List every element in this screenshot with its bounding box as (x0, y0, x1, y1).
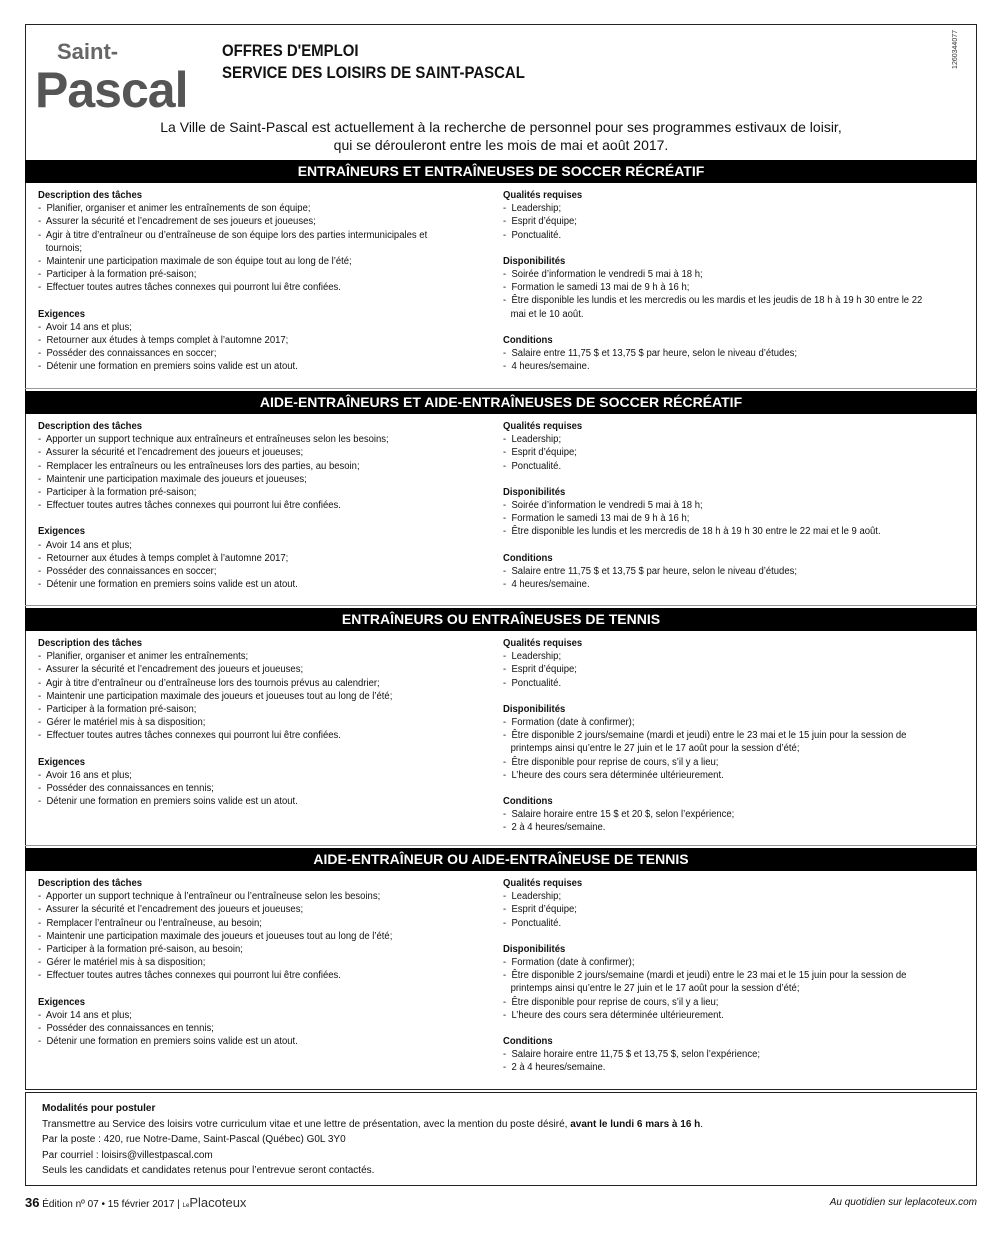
list-item (503, 808, 931, 821)
apply-note: Seuls les candidats et candidates retenus pour l’entrevue seront contactés. (42, 1165, 375, 1176)
list-item-text: Maintenir une participation maximale des joueurs et joueuses tout au long de l’été; (46, 930, 393, 942)
spacer (503, 782, 931, 795)
section-column-right (503, 189, 931, 373)
list-item-text: Esprit d’équipe; (511, 447, 577, 459)
list-item (503, 890, 931, 903)
section-column-left (38, 637, 456, 808)
group-heading: Description des tâches (38, 878, 143, 889)
list-item-text: 2 à 4 heures/semaine. (511, 1062, 606, 1074)
logo-text-top: Saint- (57, 39, 119, 64)
list-item (38, 360, 456, 373)
list-item-text: Agir à titre d’entraîneur ou d’entraîneuse lors des tournois prévus au calendrier; (45, 677, 380, 689)
spacer (503, 321, 931, 334)
list-item-text: Effectuer toutes autres tâches connexes qui pourront lui être confiées. (46, 730, 341, 742)
list-item-text: Effectuer toutes autres tâches connexes qui pourront lui être confiées. (46, 500, 341, 512)
list-item-text: Retourner aux études à temps complet à l’automne 2017; (46, 335, 289, 347)
group-heading: Disponibilités (503, 943, 566, 955)
list-item (503, 565, 931, 578)
group-heading: Conditions (503, 552, 553, 564)
list-item (38, 202, 456, 215)
list-item-text: Posséder des connaissances en tennis; (46, 783, 214, 795)
bullet-dash: - (503, 651, 512, 663)
list-item-text: Apporter un support technique à l’entraîneur ou l’entraîneuse selon les besoins; (45, 891, 381, 903)
list-item-text: Formation le samedi 13 mai de 9 h à 16 h; (511, 513, 690, 525)
list-item (38, 565, 456, 578)
section-divider (25, 605, 977, 606)
application-box (25, 1092, 977, 1186)
group-heading: Conditions (503, 1036, 553, 1048)
list-item (503, 578, 931, 591)
brand-prefix: Le (182, 1203, 190, 1209)
list-item (38, 473, 456, 486)
list-item (38, 281, 456, 294)
list-item (503, 433, 931, 446)
list-item-text: Détenir une formation en premiers soins valide est un atout. (46, 796, 298, 808)
list-item-text: Posséder des connaissances en soccer; (46, 348, 217, 360)
list-item-text: Être disponible pour reprise de cours, s’il y a lieu; (511, 756, 719, 768)
list-item (38, 890, 456, 903)
list-item (503, 294, 931, 320)
bullet-dash: - (38, 930, 47, 942)
spacer (38, 295, 456, 308)
list-item (38, 1009, 456, 1022)
list-item-text: Apporter un support technique aux entraîneurs et entraîneuses selon les besoins; (45, 434, 389, 446)
list-item (38, 795, 456, 808)
apply-deadline: avant le lundi 6 mars à 16 h (570, 1118, 701, 1130)
list-item (503, 202, 931, 215)
apply-line-1 (42, 1117, 703, 1133)
bullet-dash: - (503, 203, 512, 215)
list-item-text: Être disponible 2 jours/semaine (mardi et jeudi) entre le 23 mai et le 15 juin pour la session de printemps ainsi qu’entre le 27 juin et le 17 août pour la session d’été; (510, 730, 910, 755)
group-heading: Exigences (38, 996, 86, 1008)
bullet-dash: - (503, 1049, 512, 1061)
bullet-dash: - (503, 1062, 512, 1074)
bullet-dash: - (503, 579, 512, 591)
list-item (503, 956, 931, 969)
bullet-dash: - (38, 321, 46, 333)
group-heading: Disponibilités (503, 703, 566, 715)
list-item (38, 969, 456, 982)
bullet-dash: - (503, 526, 512, 538)
bullet-dash: - (38, 216, 46, 228)
bullet-dash: - (503, 677, 512, 689)
bullet-dash: - (503, 970, 512, 982)
list-item (38, 446, 456, 459)
list-item (503, 499, 931, 512)
list-item-text: Participer à la formation pré-saison; (46, 269, 197, 281)
list-item (38, 539, 456, 552)
list-item (38, 650, 456, 663)
list-item (503, 769, 931, 782)
group-heading: Disponibilités (503, 486, 566, 498)
list-item (503, 663, 931, 676)
title-line-1: OFFRES D'EMPLOI (222, 41, 359, 60)
spacer (503, 242, 931, 255)
bullet-dash: - (38, 579, 47, 591)
bullet-dash: - (38, 664, 46, 676)
intro-line-1: La Ville de Saint-Pascal est actuellement à la recherche de personnel pour ses programmes estivaux de loisir, (160, 119, 842, 135)
brand-logo: Placoteux (189, 1195, 247, 1210)
list-item-text: Participer à la formation pré-saison; (46, 487, 197, 499)
bullet-dash: - (38, 256, 47, 268)
list-item (38, 486, 456, 499)
list-item-text: Posséder des connaissances en soccer; (46, 566, 217, 578)
section-column-right (503, 420, 931, 591)
list-item-text: Agir à titre d’entraîneur ou d’entraîneuse de son équipe lors des parties intermunicipales et tournois; (45, 229, 430, 254)
page-footer (25, 1195, 977, 1210)
list-item (38, 433, 456, 446)
bullet-dash: - (503, 769, 512, 781)
list-item (503, 969, 931, 995)
bullet-dash: - (503, 756, 512, 768)
spacer (38, 743, 456, 756)
list-item-text: Avoir 16 ans et plus; (45, 769, 132, 781)
bullet-dash: - (38, 783, 47, 795)
intro-text (25, 118, 977, 154)
group-heading: Disponibilités (503, 255, 566, 267)
list-item-text: Gérer le matériel mis à sa disposition; (46, 717, 206, 729)
list-item-text: Maintenir une participation maximale des joueurs et joueuses; (46, 473, 307, 485)
bullet-dash: - (38, 269, 47, 281)
footer-tagline: Au quotidien sur leplacoteux.com (829, 1197, 977, 1208)
apply-line-1-end: . (700, 1118, 704, 1130)
list-item (503, 1048, 931, 1061)
apply-heading: Modalités pour postuler (42, 1103, 156, 1114)
list-item-text: Remplacer les entraîneurs ou les entraîneuses lors des parties, au besoin; (46, 460, 360, 472)
spacer (38, 512, 456, 525)
bullet-dash: - (38, 361, 47, 373)
bullet-dash: - (503, 447, 512, 459)
bullet-dash: - (38, 1009, 46, 1021)
section-column-left (38, 189, 456, 374)
bullet-dash: - (38, 552, 47, 564)
list-item (503, 281, 931, 294)
logo-text-bottom: Pascal (35, 62, 188, 118)
list-item-text: Maintenir une participation maximale des joueurs et joueuses tout au long de l’été; (46, 690, 393, 702)
list-item-text: 4 heures/semaine. (511, 579, 590, 591)
list-item (38, 552, 456, 565)
bullet-dash: - (503, 348, 512, 360)
bullet-dash: - (503, 434, 512, 446)
list-item-text: Leadership; (511, 651, 562, 663)
bullet-dash: - (503, 1009, 512, 1021)
ad-title (222, 40, 525, 84)
list-item (503, 1061, 931, 1074)
list-item-text: Formation (date à confirmer); (511, 957, 635, 969)
bullet-dash: - (38, 769, 46, 781)
bullet-dash: - (38, 944, 47, 956)
bullet-dash: - (38, 651, 47, 663)
list-item (503, 903, 931, 916)
list-item (38, 690, 456, 703)
section-title-bar: ENTRAÎNEURS OU ENTRAÎNEUSES DE TENNIS (25, 608, 977, 631)
bullet-dash: - (503, 500, 512, 512)
list-item (503, 821, 931, 834)
group-heading: Exigences (38, 526, 86, 538)
section-column-right (503, 877, 931, 1075)
list-item-text: Salaire entre 11,75 $ et 13,75 $ par heure, selon le niveau d’études; (511, 565, 798, 577)
email-link[interactable]: loisirs@villestpascal.com (101, 1149, 213, 1161)
saint-pascal-logo (35, 40, 210, 116)
bullet-dash: - (503, 295, 512, 307)
list-item-text: Être disponible 2 jours/semaine (mardi et jeudi) entre le 23 mai et le 15 juin pour la session de printemps ainsi qu’entre le 27 juin et le 17 août pour la session d’été; (510, 970, 910, 995)
list-item (503, 460, 931, 473)
group-heading: Description des tâches (38, 638, 143, 649)
list-item (503, 229, 931, 242)
list-item-text: Détenir une formation en premiers soins valide est un atout. (46, 1036, 298, 1048)
list-item-text: 4 heures/semaine. (511, 361, 590, 373)
list-item-text: Retourner aux études à temps complet à l’automne 2017; (46, 552, 289, 564)
section-title-bar: AIDE-ENTRAÎNEUR OU AIDE-ENTRAÎNEUSE DE TENNIS (25, 848, 977, 871)
list-item (38, 677, 456, 690)
list-item-text: Leadership; (511, 434, 562, 446)
bullet-dash: - (503, 917, 512, 929)
bullet-dash: - (503, 565, 512, 577)
bullet-dash: - (38, 335, 47, 347)
bullet-dash: - (503, 361, 512, 373)
list-item (38, 578, 456, 591)
list-item (38, 716, 456, 729)
bullet-dash: - (38, 957, 47, 969)
list-item-text: Soirée d’information le vendredi 5 mai à 18 h; (511, 269, 703, 281)
section-title-bar: AIDE-ENTRAÎNEURS ET AIDE-ENTRAÎNEUSES DE SOCCER RÉCRÉATIF (25, 391, 977, 414)
section-column-left (38, 420, 456, 591)
list-item (38, 321, 456, 334)
bullet-dash: - (38, 473, 47, 485)
list-item-text: Être disponible les lundis et les mercredis ou les mardis et les jeudis de 18 h à 19 h 30 entre le 22 mai et le 10 août. (510, 295, 925, 320)
list-item (38, 917, 456, 930)
bullet-dash: - (38, 796, 47, 808)
list-item-text: Effectuer toutes autres tâches connexes qui pourront lui être confiées. (46, 282, 341, 294)
list-item-text: Assurer la sécurité et l’encadrement des joueurs et joueuses; (45, 664, 304, 676)
edition-info: Édition nº 07 • 15 février 2017 | (42, 1199, 183, 1210)
group-heading: Conditions (503, 796, 553, 808)
bullet-dash: - (503, 460, 512, 472)
list-item-text: Avoir 14 ans et plus; (45, 539, 132, 551)
bullet-dash: - (38, 690, 47, 702)
bullet-dash: - (38, 539, 46, 551)
bullet-dash: - (38, 1036, 47, 1048)
spacer (503, 1022, 931, 1035)
bullet-dash: - (38, 348, 47, 360)
list-item (503, 716, 931, 729)
list-item (38, 1022, 456, 1035)
list-item-text: Être disponible pour reprise de cours, s’il y a lieu; (511, 996, 719, 1008)
list-item-text: Participer à la formation pré-saison, au besoin; (46, 944, 243, 956)
group-heading: Qualités requises (503, 421, 583, 432)
bullet-dash: - (38, 447, 46, 459)
list-item (38, 347, 456, 360)
section-divider (25, 388, 977, 389)
bullet-dash: - (38, 677, 46, 689)
group-heading: Description des tâches (38, 421, 143, 432)
spacer (503, 539, 931, 552)
list-item-text: Leadership; (511, 203, 562, 215)
bullet-dash: - (38, 970, 47, 982)
apply-address: Par la poste : 420, rue Notre-Dame, Saint-Pascal (Québec) G0L 3Y0 (42, 1134, 346, 1145)
list-item (503, 917, 931, 930)
list-item (503, 729, 931, 755)
bullet-dash: - (503, 891, 512, 903)
list-item-text: L’heure des cours sera déterminée ultérieurement. (511, 769, 724, 781)
group-heading: Exigences (38, 308, 86, 320)
list-item (503, 756, 931, 769)
list-item (38, 499, 456, 512)
list-item-text: Ponctualité. (511, 460, 562, 472)
email-label: Par courriel : (42, 1149, 102, 1161)
bullet-dash: - (38, 282, 47, 294)
list-item-text: 2 à 4 heures/semaine. (511, 822, 606, 834)
list-item (38, 729, 456, 742)
list-item-text: Effectuer toutes autres tâches connexes qui pourront lui être confiées. (46, 970, 341, 982)
spacer (38, 983, 456, 996)
bullet-dash: - (38, 487, 47, 499)
bullet-dash: - (38, 460, 47, 472)
intro-line-2: qui se dérouleront entre les mois de mai et août 2017. (333, 137, 669, 153)
bullet-dash: - (38, 704, 47, 716)
group-heading: Exigences (38, 756, 86, 768)
bullet-dash: - (38, 566, 47, 578)
bullet-dash: - (503, 664, 512, 676)
list-item (38, 703, 456, 716)
spacer (503, 473, 931, 486)
bullet-dash: - (503, 730, 512, 742)
list-item (38, 943, 456, 956)
list-item-text: Avoir 14 ans et plus; (45, 321, 132, 333)
list-item (503, 996, 931, 1009)
bullet-dash: - (503, 996, 512, 1008)
list-item (503, 446, 931, 459)
list-item-text: Participer à la formation pré-saison; (46, 704, 197, 716)
list-item (503, 360, 931, 373)
bullet-dash: - (38, 500, 47, 512)
list-item-text: Formation le samedi 13 mai de 9 h à 16 h; (511, 282, 690, 294)
list-item-text: Esprit d’équipe; (511, 664, 577, 676)
list-item-text: Esprit d’équipe; (511, 216, 577, 228)
bullet-dash: - (38, 730, 47, 742)
list-item-text: Remplacer l’entraîneur ou l’entraîneuse, au besoin; (46, 917, 262, 929)
list-item (38, 334, 456, 347)
apply-line-1-text: Transmettre au Service des loisirs votre curriculum vitae et une lettre de présentation, avec la mention du poste désiré, (42, 1118, 571, 1130)
group-heading: Qualités requises (503, 878, 583, 889)
spacer (503, 690, 931, 703)
list-item-text: Détenir une formation en premiers soins valide est un atout. (46, 361, 298, 373)
list-item (38, 956, 456, 969)
list-item (38, 663, 456, 676)
list-item-text: Esprit d’équipe; (511, 904, 577, 916)
list-item (38, 268, 456, 281)
bullet-dash: - (503, 717, 512, 729)
list-item (503, 347, 931, 360)
section-divider (25, 845, 977, 846)
bullet-dash: - (503, 229, 512, 241)
group-heading: Qualités requises (503, 638, 583, 649)
list-item-text: Avoir 14 ans et plus; (45, 1009, 132, 1021)
list-item-text: Ponctualité. (511, 677, 562, 689)
list-item (503, 215, 931, 228)
list-item (38, 903, 456, 916)
list-item (38, 782, 456, 795)
list-item (38, 1035, 456, 1048)
list-item (503, 268, 931, 281)
list-item-text: Assurer la sécurité et l’encadrement de ses joueurs et joueuses; (45, 216, 316, 228)
list-item-text: Assurer la sécurité et l’encadrement des joueurs et joueuses; (45, 447, 304, 459)
bullet-dash: - (503, 269, 512, 281)
bullet-dash: - (503, 904, 512, 916)
list-item (503, 525, 931, 538)
list-item-text: L’heure des cours sera déterminée ultérieurement. (511, 1009, 724, 1021)
list-item-text: Ponctualité. (511, 917, 562, 929)
bullet-dash: - (503, 216, 512, 228)
list-item-text: Maintenir une participation maximale de son équipe tout au long de l’été; (46, 256, 352, 268)
bullet-dash: - (38, 434, 46, 446)
section-column-right (503, 637, 931, 835)
bullet-dash: - (503, 822, 512, 834)
title-line-2: SERVICE DES LOISIRS DE SAINT-PASCAL (222, 63, 525, 82)
page-number: 36 (25, 1195, 40, 1210)
list-item-text: Planifier, organiser et animer les entraînements de son équipe; (46, 203, 311, 215)
section-title-bar: ENTRAÎNEURS ET ENTRAÎNEUSES DE SOCCER RÉCRÉATIF (25, 160, 977, 183)
bullet-dash: - (503, 513, 512, 525)
list-item (503, 650, 931, 663)
list-item-text: Gérer le matériel mis à sa disposition; (46, 957, 206, 969)
list-item-text: Formation (date à confirmer); (511, 717, 635, 729)
apply-email-line (42, 1148, 703, 1164)
list-item (38, 460, 456, 473)
list-item (38, 769, 456, 782)
list-item-text: Salaire horaire entre 15 $ et 20 $, selon l’expérience; (511, 809, 735, 821)
list-item-text: Planifier, organiser et animer les entraînements; (46, 651, 249, 663)
bullet-dash: - (38, 891, 46, 903)
list-item-text: Posséder des connaissances en tennis; (46, 1023, 214, 1035)
spacer (503, 930, 931, 943)
group-heading: Conditions (503, 334, 553, 346)
list-item (38, 255, 456, 268)
list-item (38, 930, 456, 943)
bullet-dash: - (503, 957, 512, 969)
list-item (503, 512, 931, 525)
list-item-text: Soirée d’information le vendredi 5 mai à 18 h; (511, 500, 703, 512)
list-item-text: Salaire entre 11,75 $ et 13,75 $ par heure, selon le niveau d’études; (511, 348, 798, 360)
group-heading: Qualités requises (503, 190, 583, 201)
bullet-dash: - (38, 203, 47, 215)
list-item-text: Être disponible les lundis et les mercredis de 18 h à 19 h 30 entre le 22 mai et le 9 août. (511, 526, 881, 538)
list-item-text: Détenir une formation en premiers soins valide est un atout. (46, 579, 298, 591)
list-item-text: Ponctualité. (511, 229, 562, 241)
bullet-dash: - (503, 282, 512, 294)
bullet-dash: - (38, 917, 47, 929)
list-item-text: Leadership; (511, 891, 562, 903)
bullet-dash: - (503, 809, 512, 821)
bullet-dash: - (38, 717, 47, 729)
list-item-text: Salaire horaire entre 11,75 $ et 13,75 $, selon l’expérience; (511, 1049, 761, 1061)
list-item (38, 215, 456, 228)
bullet-dash: - (38, 229, 46, 241)
list-item (38, 229, 456, 255)
list-item (503, 1009, 931, 1022)
list-item (503, 677, 931, 690)
group-heading: Description des tâches (38, 190, 143, 201)
list-item-text: Assurer la sécurité et l’encadrement des joueurs et joueuses; (45, 904, 304, 916)
section-column-left (38, 877, 456, 1048)
ad-code: 1260344077 (952, 30, 959, 69)
bullet-dash: - (38, 1023, 47, 1035)
bullet-dash: - (38, 904, 46, 916)
